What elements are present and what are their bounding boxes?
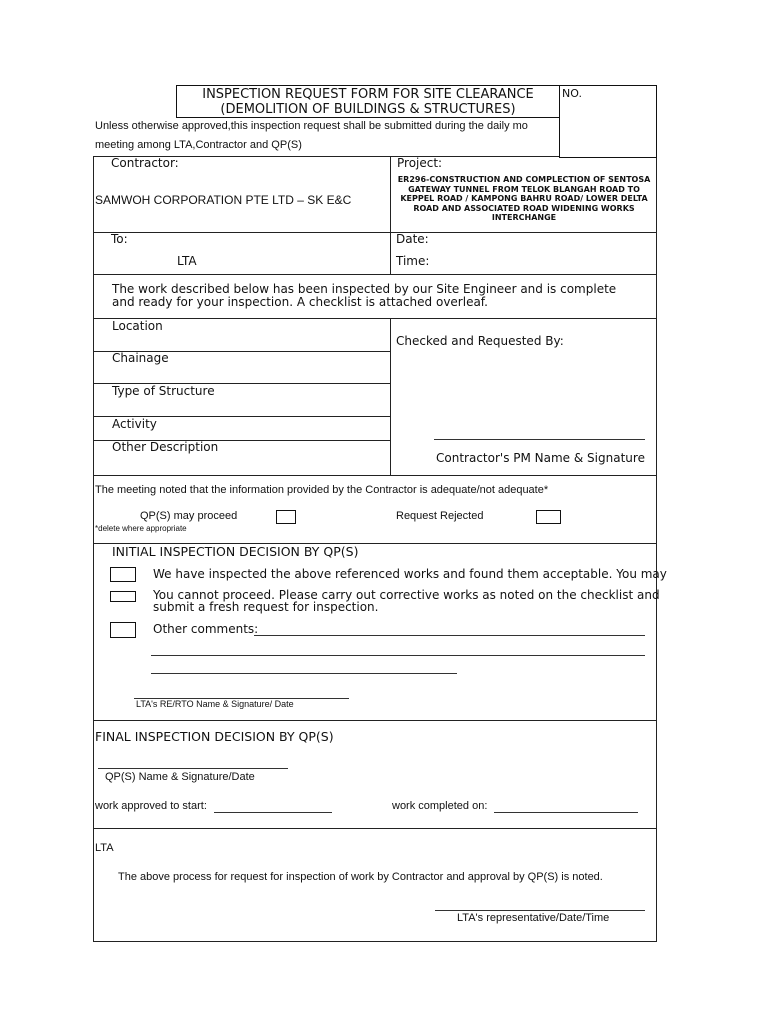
final-inspection-heading: FINAL INSPECTION DECISION BY QP(S): [95, 729, 334, 744]
other-description-label: Other Description: [112, 440, 219, 454]
rule: [93, 232, 657, 233]
delete-footnote: *delete where appropriate: [95, 524, 187, 533]
rule: [93, 318, 657, 319]
comments-line[interactable]: [151, 655, 645, 656]
checked-requested-label: Checked and Requested By:: [396, 334, 564, 348]
lta-section-label: LTA: [95, 842, 114, 854]
comments-line[interactable]: [254, 635, 645, 636]
proceed-label: QP(S) may proceed: [140, 510, 238, 522]
accept-option-text: We have inspected the above referenced works and found them acceptable. You may: [153, 567, 667, 581]
project-line: KEPPEL ROAD / KAMPONG BAHRU ROAD/ LOWER DELTA: [400, 194, 648, 203]
meeting-text: The meeting noted that the information provided by the Contractor is adequate/not adequate*: [95, 484, 549, 496]
lta-noted-text: The above process for request for inspection of work by Contractor and approval by QP(S) is noted.: [118, 871, 603, 883]
completed-on-label: work completed on:: [392, 800, 488, 812]
other-comments-checkbox[interactable]: [110, 622, 136, 638]
intro-line1: Unless otherwise approved,this inspection request shall be submitted during the daily mo: [95, 120, 528, 132]
contractor-signature-line: [434, 439, 645, 440]
lta-representative-signature-line: [435, 910, 645, 911]
activity-label: Activity: [112, 417, 157, 431]
completed-on-field[interactable]: [494, 812, 638, 813]
cannot-proceed-checkbox[interactable]: [110, 591, 136, 602]
rule: [93, 828, 657, 829]
lta-representative-caption: LTA's representative/Date/Time: [457, 912, 610, 924]
form-number-label: NO.: [562, 87, 582, 100]
rejected-checkbox[interactable]: [536, 510, 561, 524]
cannot-proceed-line1: You cannot proceed. Please carry out corrective works as noted on the checklist and: [153, 588, 660, 602]
column-divider: [390, 318, 391, 475]
chainage-label: Chainage: [112, 351, 169, 365]
project-line: GATEWAY TUNNEL FROM TELOK BLANGAH ROAD TO: [408, 185, 640, 194]
lta-re-signature-caption: LTA's RE/RTO Name & Signature/ Date: [136, 699, 294, 709]
initial-inspection-heading: INITIAL INSPECTION DECISION BY QP(S): [112, 544, 359, 559]
other-comments-label: Other comments:: [153, 622, 259, 636]
qps-signature-line: [98, 768, 288, 769]
project-line: ROAD AND ASSOCIATED ROAD WIDENING WORKS: [413, 204, 635, 213]
rule: [93, 274, 657, 275]
rule: [93, 475, 657, 476]
time-label: Time:: [396, 254, 430, 268]
contractor-signature-caption: Contractor's PM Name & Signature: [436, 451, 645, 465]
statement-line2: and ready for your inspection. A checklist is attached overleaf.: [112, 295, 488, 309]
to-label: To:: [111, 232, 128, 246]
intro-line2: meeting among LTA,Contractor and QP(S): [95, 139, 302, 151]
qps-signature-caption: QP(S) Name & Signature/Date: [105, 771, 255, 783]
cannot-proceed-line2: submit a fresh request for inspection.: [153, 600, 379, 614]
approved-to-start-field[interactable]: [214, 812, 332, 813]
rejected-label: Request Rejected: [396, 510, 484, 522]
location-label: Location: [112, 319, 163, 333]
type-of-structure-label: Type of Structure: [112, 384, 215, 398]
rule: [93, 720, 657, 721]
comments-line[interactable]: [151, 673, 457, 674]
proceed-checkbox[interactable]: [276, 510, 296, 524]
to-value: LTA: [177, 254, 197, 268]
contractor-label: Contractor:: [111, 156, 179, 170]
accept-checkbox[interactable]: [110, 567, 136, 582]
statement-line1: The work described below has been inspected by our Site Engineer and is complete: [112, 282, 617, 296]
approved-to-start-label: work approved to start:: [95, 800, 207, 812]
contractor-value: SAMWOH CORPORATION PTE LTD – SK E&C: [95, 193, 352, 207]
project-label: Project:: [397, 156, 443, 170]
project-line: INTERCHANGE: [491, 213, 557, 222]
form-title-line2: (DEMOLITION OF BUILDINGS & STRUCTURES): [220, 102, 516, 117]
form-title-line1: INSPECTION REQUEST FORM FOR SITE CLEARANCE: [202, 87, 534, 102]
project-line: ER296-CONSTRUCTION AND COMPLECTION OF SENTOSA: [397, 175, 651, 184]
date-label: Date:: [396, 232, 429, 246]
